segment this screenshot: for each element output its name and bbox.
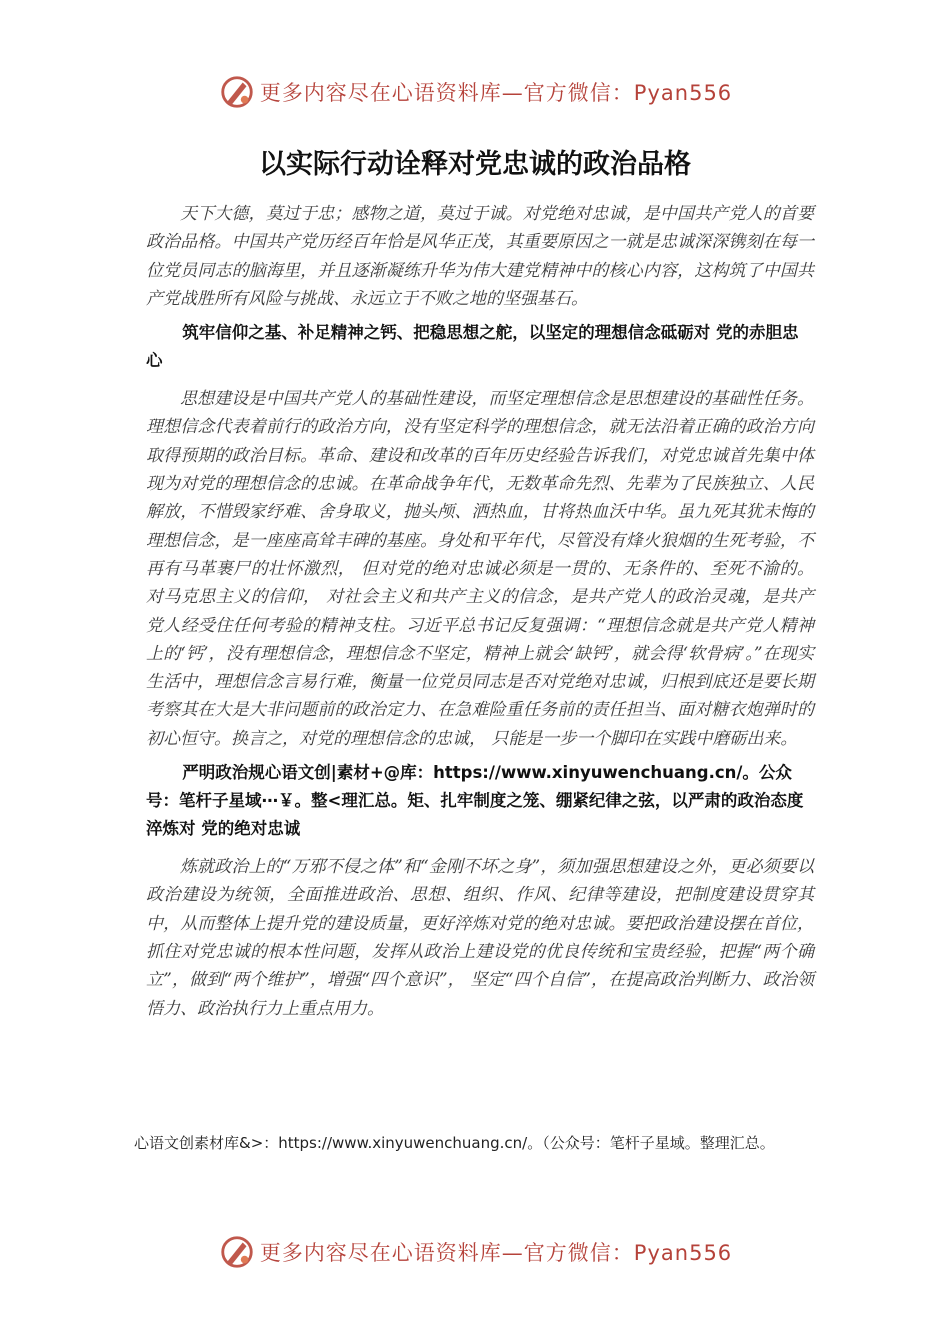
- watermark-text: 更多内容尽在心语资料库—官方微信：Pyan556: [259, 81, 733, 105]
- intro-paragraph: 天下大德，莫过于忠；感物之道，莫过于诚。对党绝对忠诚，是中国共产党人的首要政治品格。中国共产党历经百年恰是风华正茂，其重要原因之一就是忠诚深深镌刻在每一位党员同志的脑海里，并且逐渐凝练升华为伟大建党精神中的核心内容，这构筑了中国共产党战胜所有风险与挑战、永远立于不败之地的坚强基石。: [146, 204, 814, 309]
- document-body: [146, 200, 814, 1029]
- watermark-text: 更多内容尽在心语资料库—官方微信：Pyan556: [259, 1241, 733, 1265]
- watermark-logo-icon: [218, 73, 256, 111]
- source-note: 心语文创素材库&>：https://www.xinyuwenchuang.cn/。（公众号：笔杆子星域。整理汇总。: [134, 1134, 775, 1152]
- document-title: 以实际行动诠释对党忠诚的政治品格: [259, 149, 691, 180]
- watermark-logo-icon: [218, 1233, 256, 1271]
- section-2-paragraph: 炼就政治上的“万邪不侵之体”和“金刚不坏之身”，须加强思想建设之外，更必须要以政治建设为统领，全面推进政治、思想、组织、作风、纪律等建设，把制度建设贯穿其中，从而整体上提升党的建设质量，更好淬炼对党的绝对忠诚。要把政治建设摆在首位，抓住对党忠诚的根本性问题，发挥从政治上建设党的优良传统和宝贵经验，把握“两个确立”，做到“两个维护”，增强“四个意识”， 坚定“四个自信”，在提高政治判断力、政治领悟力、政治执行力上重点用力。: [146, 857, 814, 1019]
- section-1-paragraph: 思想建设是中国共产党人的基础性建设，而坚定理想信念是思想建设的基础性任务。理想信念代表着前行的政治方向，没有坚定科学的理想信念，就无法沿着正确的政治方向取得预期的政治目标。革命、建设和改革的百年历史经验告诉我们，对党忠诚首先集中体现为对党的理想信念的忠诚。在革命战争年代，无数革命先烈、先辈为了民族独立、人民解放，不惜毁家纾难、舍身取义，抛头颅、洒热血，甘将热血沃中华。虽九死其犹未悔的理想信念，是一座座高耸丰碑的基座。身处和平年代，尽管没有烽火狼烟的生死考验，不再有马革裹尸的壮怀激烈， 但对党的绝对忠诚必须是一贯的、无条件的、至死不渝的。对马克思主义的信仰， 对社会主义和共产主义的信念，是共产党人的政治灵魂，是共产党人经受住任何考验的精神支柱。习近平总书记反复强调：“理想信念就是共产党人精神上的‘钙’，没有理想信念，理想信念不坚定，精神上就会‘缺钙’，就会得‘软骨病’。”在现实生活中，理想信念言易行难，衡量一位党员同志是否对党绝对忠诚，归根到底还是要长期考察其在大是大非问题前的政治定力、在急难险重任务前的责任担当、面对糖衣炮弹时的初心恒守。换言之，对党的理想信念的忠诚， 只能是一步一个脚印在实践中磨砺出来。: [146, 389, 814, 749]
- section-heading-1: 筑牢信仰之基、补足精神之钙、把稳思想之舵，以坚定的理想信念砥砺对 党的赤胆忠心: [146, 323, 799, 371]
- section-heading-2: 严明政治规心语文创|素材+@库：https://www.xinyuwenchuang.cn/。公众号：笔杆子星域⋯￥。整<理汇总。矩、扎牢制度之笼、绷紧纪律之弦，以严肃的政治态度淬炼对 党的绝对忠诚: [146, 763, 804, 839]
- header-watermark-banner: [0, 72, 950, 112]
- footer-watermark-banner: [0, 1232, 950, 1272]
